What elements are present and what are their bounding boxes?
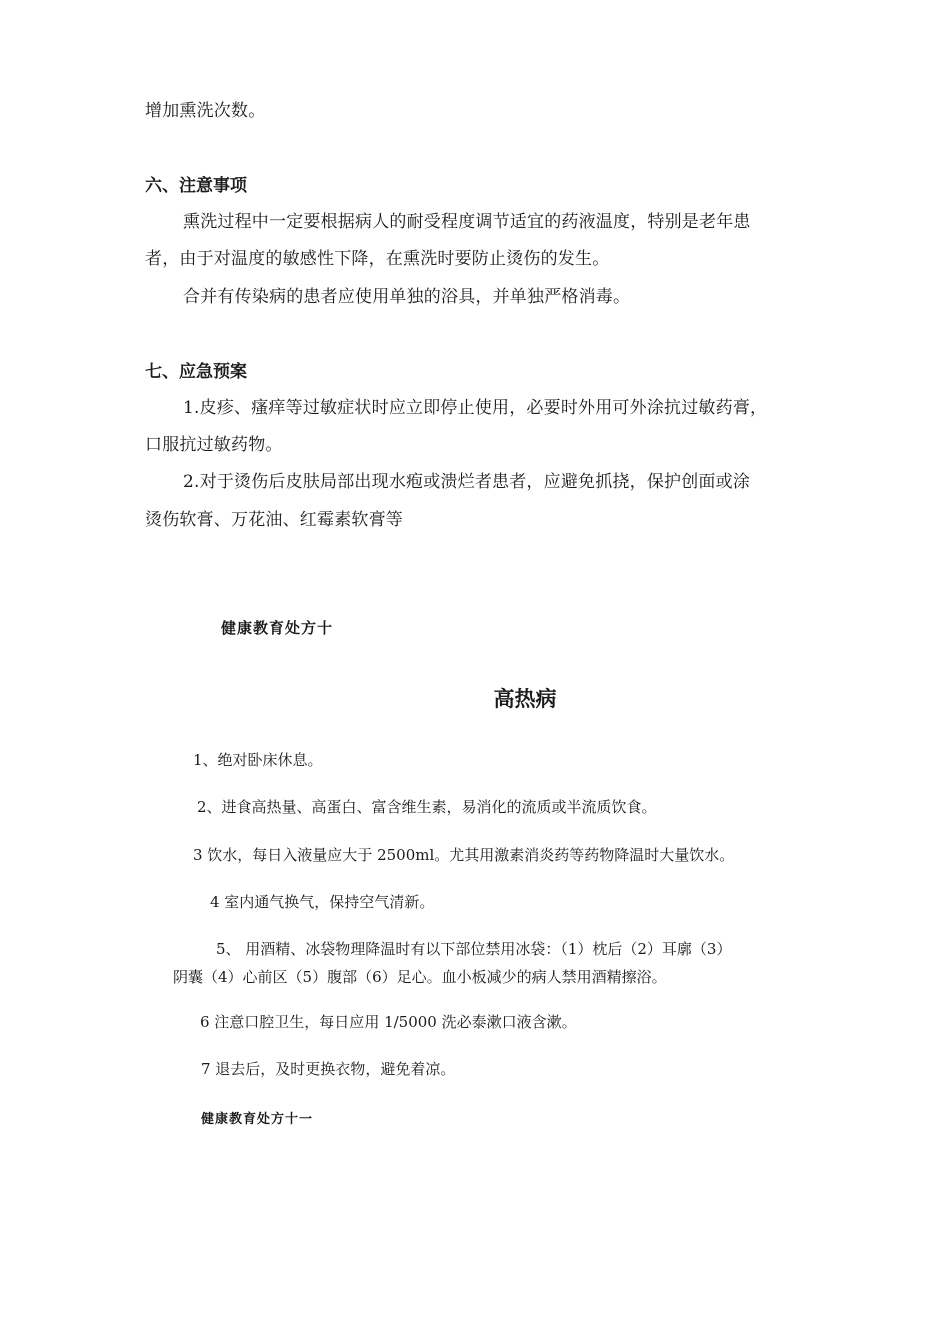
section-7-item-2-line-1: 2.对于烫伤后皮肤局部出现水疱或溃烂者患者，应避免抓挠，保护创面或涂 xyxy=(183,472,751,492)
section-6-paragraph-1-line-2: 者，由于对温度的敏感性下降，在熏洗时要防止烫伤的发生。 xyxy=(145,249,610,269)
section-6-paragraph-1-line-1: 熏洗过程中一定要根据病人的耐受程度调节适宜的药液温度，特别是老年患 xyxy=(183,212,751,232)
prescription-10-item-2: 2、进食高热量、高蛋白、富含维生素，易消化的流质或半流质饮食。 xyxy=(197,798,657,816)
section-6-heading: 六、注意事项 xyxy=(145,176,247,196)
prescription-10-title: 高热病 xyxy=(493,687,557,711)
prescription-10-item-6: 6 注意口腔卫生，每日应用 1/5000 洗必泰漱口液含漱。 xyxy=(200,1013,577,1031)
prescription-10-item-5-line-1: 5、 用酒精、冰袋物理降温时有以下部位禁用冰袋：（1）枕后（2）耳廓（3） xyxy=(216,940,732,958)
section-6-paragraph-2: 合并有传染病的患者应使用单独的浴具，并单独严格消毒。 xyxy=(183,287,631,307)
section-7-item-1-line-1: 1.皮疹、瘙痒等过敏症状时应立即停止使用，必要时外用可外涂抗过敏药膏， xyxy=(183,398,768,418)
section-7-item-2-line-2: 烫伤软膏、万花油、红霉素软膏等 xyxy=(145,510,403,530)
previous-section-tail: 增加熏洗次数。 xyxy=(145,101,266,121)
prescription-11-label: 健康教育处方十一 xyxy=(201,1112,314,1127)
prescription-10-item-4: 4 室内通气换气，保持空气清新。 xyxy=(210,893,435,911)
prescription-10-item-5-line-2: 阴囊（4）心前区（5）腹部（6）足心。血小板减少的病人禁用酒精擦浴。 xyxy=(173,968,667,986)
prescription-10-item-1: 1、绝对卧床休息。 xyxy=(193,751,323,769)
prescription-10-item-7: 7 退去后，及时更换衣物，避免着凉。 xyxy=(201,1060,456,1078)
section-7-item-1-line-2: 口服抗过敏药物。 xyxy=(145,435,283,455)
section-7-heading: 七、应急预案 xyxy=(145,362,247,382)
prescription-10-label: 健康教育处方十 xyxy=(221,619,334,637)
prescription-10-item-3: 3 饮水，每日入液量应大于 2500ml。尤其用激素消炎药等药物降温时大量饮水。 xyxy=(193,846,735,864)
